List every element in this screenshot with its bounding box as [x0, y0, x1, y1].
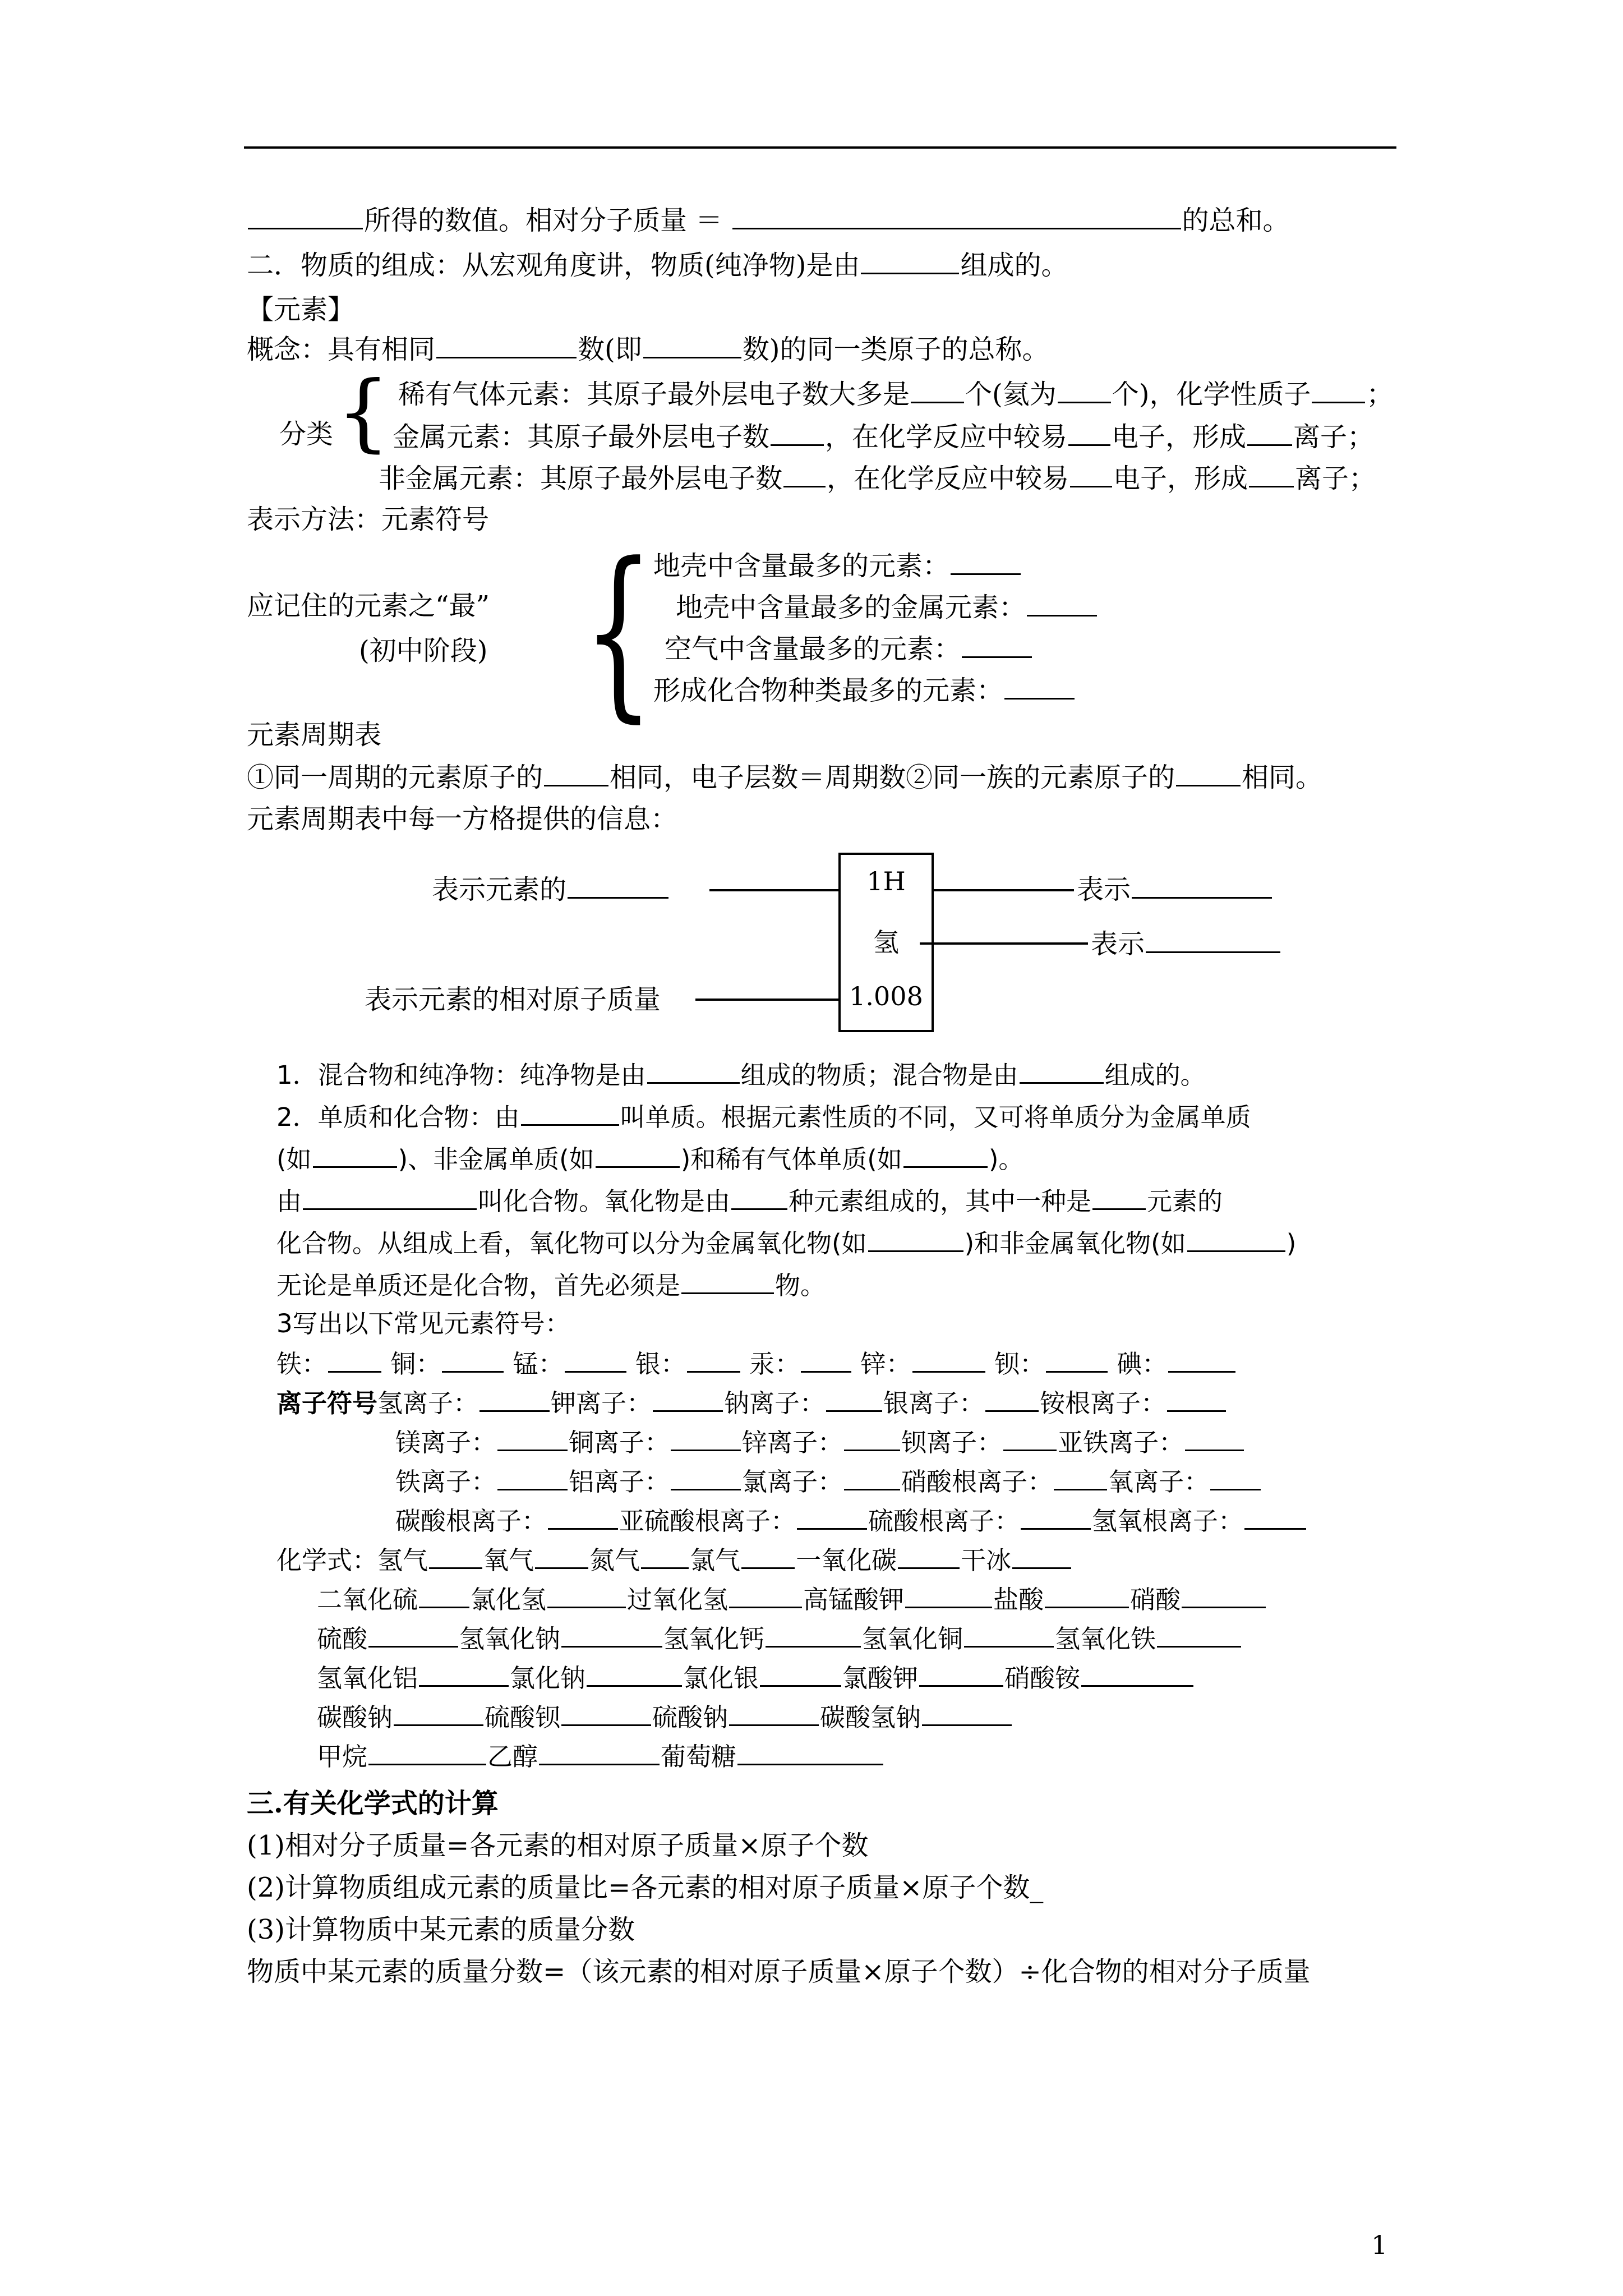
cell-right-label: 表示 [1091, 927, 1281, 961]
section-element-heading: 【元素】 [247, 294, 355, 325]
cell-left-label: 表示元素的相对原子质量 [365, 984, 661, 1015]
most-item: 地壳中含量最多的元素： [653, 549, 1022, 583]
formula-row-4: 氢氧化铝 氯化钠 氯化银 氯酸钾 硝酸铵 [317, 1660, 1195, 1695]
question-3-title: 3写出以下常见元素符号： [276, 1309, 570, 1338]
formula-row-2: 二氧化硫 氯化氢 过氧化氢 高锰酸钾 盐酸 硝酸 [317, 1582, 1267, 1617]
classify-brace: { [336, 364, 390, 461]
connector-line [934, 889, 1074, 891]
most-item: 形成化合物种类最多的元素： [653, 673, 1076, 707]
nonmetal-element-line: 非金属元素：其原子最外层电子数 ，在化学反应中较易 电子，形成 离子； [379, 461, 1376, 495]
question-1: 1．混合物和纯净物：纯净物是由 组成的物质；混合物是由 组成的。 [276, 1057, 1206, 1092]
page-number: 1 [1371, 2230, 1388, 2260]
most-item: 地壳中含量最多的金属元素： [676, 590, 1098, 624]
section-3-heading: 三.有关化学式的计算 [247, 1788, 499, 1819]
formula-row-5: 碳酸钠 硫酸钡 硫酸钠 碳酸氢钠 [317, 1700, 1013, 1734]
substance-composition-line: 二．物质的组成：从宏观角度讲，物质(纯净物)是由 组成的。 [247, 248, 1068, 282]
ions-row-1: 离子符号氢离子： 钾离子： 钠离子： 银离子： 铵根离子： [276, 1386, 1227, 1420]
question-2d: 化合物。从组成上看，氧化物可以分为金属氧化物(如 )和非金属氧化物(如 ) [276, 1226, 1296, 1260]
question-2e: 无论是单质还是化合物，首先必须是 物。 [276, 1268, 826, 1303]
ions-row-4: 碳酸根离子： 亚硫酸根离子： 硫酸根离子： 氢氧根离子： [395, 1503, 1307, 1538]
formula-row-3: 硫酸 氢氧化钠 氢氧化钙 氢氧化铜 氢氧化铁 [317, 1621, 1242, 1656]
connector-line [920, 942, 1088, 945]
calc-line-3: (3)计算物质中某元素的质量分数 [247, 1914, 635, 1945]
cell-right-label: 表示 [1077, 872, 1273, 907]
header-rule [244, 146, 1396, 149]
periodic-table-title: 元素周期表 [247, 719, 382, 751]
question-2c: 由 叫化合物。氧化物是由 种元素组成的，其中一种是 元素的 [276, 1184, 1223, 1218]
ions-row-3: 铁离子： 铝离子： 氯离子： 硝酸根离子： 氧离子： [395, 1464, 1262, 1499]
most-brace: { [583, 523, 654, 739]
calc-line-4: 物质中某元素的质量分数=（该元素的相对原子质量×原子个数）÷化合物的相对分子质量 [247, 1956, 1311, 1987]
cell-name: 氢 [873, 927, 899, 958]
cell-left-label: 表示元素的 [432, 872, 670, 907]
element-symbols-row: 铁： 铜： 锰： 银： 汞： 锌： 钡： 碘： [276, 1346, 1237, 1381]
calc-line-2: (2)计算物质组成元素的质量比=各元素的相对原子质量×原子个数_ [247, 1872, 1044, 1903]
connector-line [709, 889, 838, 891]
most-sublabel: (初中阶段) [359, 635, 488, 666]
formula-row-6: 甲烷 乙醇 葡萄糖 [317, 1739, 884, 1774]
question-2a: 2．单质和化合物：由 叫单质。根据元素性质的不同，又可将单质分为金属单质 [276, 1099, 1251, 1134]
connector-line [695, 999, 838, 1001]
cell-symbol: 1H [866, 866, 906, 896]
periodic-line: ①同一周期的元素原子的 相同，电子层数＝周期数②同一族的元素原子的 相同。 [247, 760, 1322, 794]
cell-mass: 1.008 [849, 981, 923, 1011]
cell-info-title: 元素周期表中每一方格提供的信息： [247, 803, 678, 835]
element-concept-line: 概念：具有相同 数(即 数)的同一类原子的总称。 [247, 332, 1049, 366]
metal-element-line: 金属元素：其原子最外层电子数 ，在化学反应中较易 电子，形成 离子； [393, 420, 1374, 454]
question-2b: (如 )、非金属单质(如 )和稀有气体单质(如 )。 [276, 1142, 1023, 1176]
calc-line-1: (1)相对分子质量=各元素的相对原子质量×原子个数 [247, 1830, 869, 1861]
most-item: 空气中含量最多的元素： [665, 632, 1033, 666]
formula-row-1: 化学式：氢气 氧气 氮气 氯气 一氧化碳 干冰 [276, 1543, 1072, 1577]
classify-label: 分类 [279, 418, 334, 450]
ions-row-2: 镁离子： 铜离子： 锌离子： 钡离子： 亚铁离子： [395, 1425, 1245, 1460]
relative-molecular-mass-line: 所得的数值。相对分子质量 ＝ 的总和。 [247, 203, 1290, 237]
notation-line: 表示方法：元素符号 [247, 504, 490, 535]
most-label: 应记住的元素之“最” [247, 590, 490, 622]
rare-gas-line: 稀有气体元素：其原子最外层电子数大多是 个(氦为 个)，化学性质子 ； [398, 377, 1394, 411]
